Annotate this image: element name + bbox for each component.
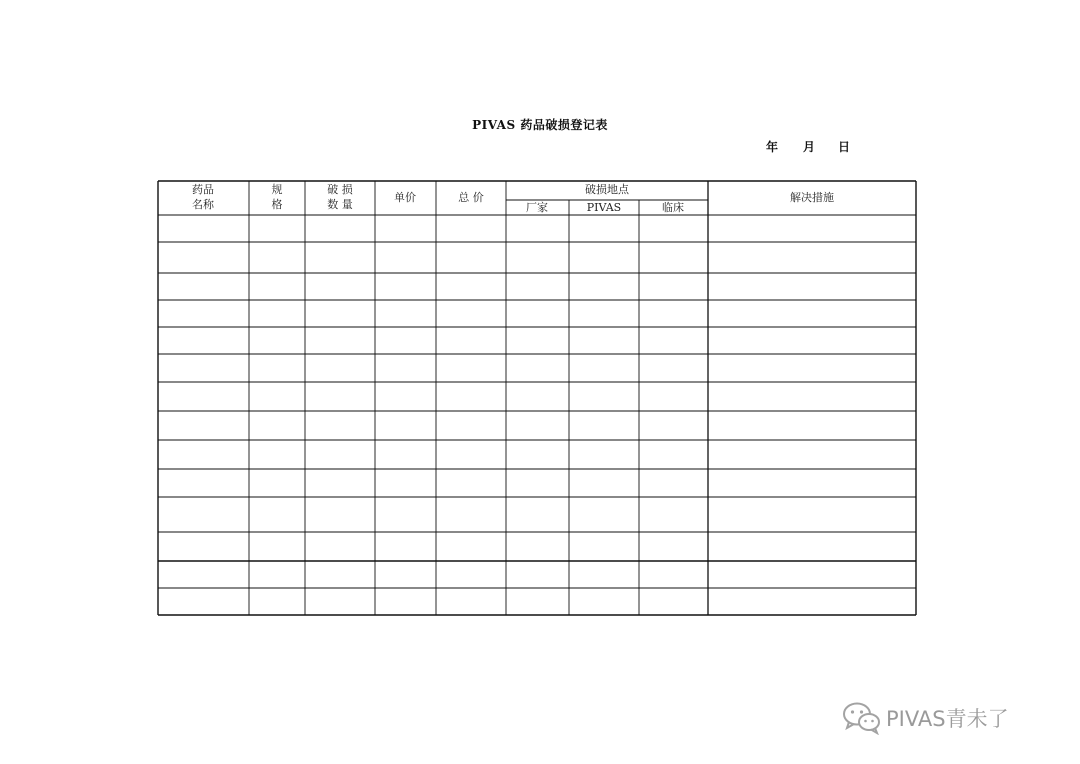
header-total-price: 总 价 (458, 191, 484, 204)
table-row (159, 301, 915, 326)
header-location: 破损地点 (585, 183, 629, 196)
table-cell[interactable] (159, 498, 248, 531)
table-cell[interactable] (437, 589, 505, 614)
table-row (159, 383, 915, 410)
table-cell[interactable] (306, 355, 374, 381)
table-cell[interactable] (437, 355, 505, 381)
table-row (159, 441, 915, 468)
table-cell[interactable] (376, 441, 435, 468)
table-cell[interactable] (250, 498, 304, 531)
table-row (159, 328, 915, 353)
table-row (159, 274, 915, 299)
table-cell[interactable] (709, 383, 915, 410)
table-cell[interactable] (507, 274, 568, 299)
table-cell[interactable] (159, 533, 248, 560)
table-cell[interactable] (306, 533, 374, 560)
table-cell[interactable] (250, 441, 304, 468)
table-cell[interactable] (507, 470, 568, 496)
table-cell[interactable] (376, 533, 435, 560)
header-location-manufacturer: 厂家 (526, 201, 548, 214)
table-cell[interactable] (640, 498, 707, 531)
table-cell[interactable] (507, 355, 568, 381)
table-cell[interactable] (437, 412, 505, 439)
table-cell[interactable] (640, 243, 707, 272)
table-cell[interactable] (306, 441, 374, 468)
table-cell[interactable] (709, 470, 915, 496)
table-cell[interactable] (709, 216, 915, 241)
table-cell[interactable] (306, 470, 374, 496)
table-cell[interactable] (306, 328, 374, 353)
table-row (159, 216, 915, 241)
table-cell[interactable] (159, 301, 248, 326)
table-cell[interactable] (709, 243, 915, 272)
table-cell[interactable] (507, 383, 568, 410)
table-row (159, 498, 915, 531)
table-cell[interactable] (640, 216, 707, 241)
table-cell[interactable] (376, 498, 435, 531)
wechat-icon (842, 701, 882, 735)
table-row (159, 562, 915, 587)
table-cell[interactable] (507, 412, 568, 439)
table-cell[interactable] (709, 498, 915, 531)
table-cell[interactable] (507, 243, 568, 272)
table-cell[interactable] (159, 216, 248, 241)
table-cell[interactable] (437, 243, 505, 272)
table-cell[interactable] (507, 328, 568, 353)
table-cell[interactable] (437, 274, 505, 299)
form-title: PIVAS 药品破损登记表 (472, 118, 608, 132)
table-cell[interactable] (250, 328, 304, 353)
table-cell[interactable] (640, 412, 707, 439)
table-cell[interactable] (159, 470, 248, 496)
table-cell[interactable] (437, 562, 505, 587)
table-cell[interactable] (437, 498, 505, 531)
header-solution: 解决措施 (790, 191, 834, 204)
table-cell[interactable] (376, 562, 435, 587)
table-cell[interactable] (306, 412, 374, 439)
header-location-pivas: PIVAS (586, 201, 622, 214)
table-cell[interactable] (376, 412, 435, 439)
table-cell[interactable] (159, 328, 248, 353)
table-cell[interactable] (709, 301, 915, 326)
table-cell[interactable] (376, 216, 435, 241)
header-quantity-2: 数 量 (327, 198, 353, 211)
table-cell[interactable] (640, 470, 707, 496)
table-cell[interactable] (437, 533, 505, 560)
table-cell[interactable] (306, 383, 374, 410)
header-spec-2: 格 (271, 198, 283, 211)
table-cell[interactable] (570, 441, 638, 468)
table-cell[interactable] (250, 589, 304, 614)
table-cell[interactable] (640, 355, 707, 381)
table-cell[interactable] (306, 274, 374, 299)
table-cell[interactable] (306, 243, 374, 272)
table-cell[interactable] (437, 301, 505, 326)
table-cell[interactable] (709, 589, 915, 614)
table-cell[interactable] (159, 274, 248, 299)
header-drug-name-2: 名称 (192, 198, 214, 211)
header-spec-1: 规 (271, 183, 283, 196)
table-cell[interactable] (640, 328, 707, 353)
table-cell[interactable] (306, 301, 374, 326)
table-row (159, 412, 915, 439)
table-cell[interactable] (709, 562, 915, 587)
table-cell[interactable] (570, 562, 638, 587)
table-cell[interactable] (570, 470, 638, 496)
table-cell[interactable] (250, 274, 304, 299)
table-cell[interactable] (250, 216, 304, 241)
header-drug-name-1: 药品 (192, 183, 214, 196)
table-cell[interactable] (709, 274, 915, 299)
table-cell[interactable] (376, 355, 435, 381)
table-cell[interactable] (640, 562, 707, 587)
table-cell[interactable] (507, 441, 568, 468)
table-cell[interactable] (640, 589, 707, 614)
table-cell[interactable] (570, 274, 638, 299)
table-cell[interactable] (640, 301, 707, 326)
table-row (159, 589, 915, 614)
table-cell[interactable] (159, 243, 248, 272)
table-cell[interactable] (437, 328, 505, 353)
table-cell[interactable] (250, 533, 304, 560)
table-cell[interactable] (570, 533, 638, 560)
table-cell[interactable] (376, 274, 435, 299)
table-row (159, 470, 915, 496)
table-cell[interactable] (250, 470, 304, 496)
table-row (159, 355, 915, 381)
table-cell[interactable] (507, 216, 568, 241)
table-cell[interactable] (709, 355, 915, 381)
table-cell[interactable] (159, 383, 248, 410)
date-month-label: 月 (803, 140, 816, 154)
table-cell[interactable] (570, 589, 638, 614)
table-cell[interactable] (640, 274, 707, 299)
table-cell[interactable] (376, 301, 435, 326)
table-cell[interactable] (507, 533, 568, 560)
table-cell[interactable] (250, 301, 304, 326)
table-cell[interactable] (159, 589, 248, 614)
table-cell[interactable] (570, 216, 638, 241)
table-body (159, 216, 915, 614)
table-cell[interactable] (507, 301, 568, 326)
table-cell[interactable] (570, 412, 638, 439)
table-cell[interactable] (250, 412, 304, 439)
header-quantity-1: 破 损 (327, 183, 353, 196)
table-cell[interactable] (159, 355, 248, 381)
table-cell[interactable] (640, 533, 707, 560)
table-cell[interactable] (437, 470, 505, 496)
date-day-label: 日 (838, 140, 851, 154)
table-cell[interactable] (159, 441, 248, 468)
table-cell[interactable] (250, 243, 304, 272)
table-cell[interactable] (709, 328, 915, 353)
table-cell[interactable] (570, 355, 638, 381)
watermark-text: PIVAS青未了 (886, 707, 1009, 731)
table-cell[interactable] (570, 498, 638, 531)
header-unit-price: 单价 (394, 191, 416, 204)
table-cell[interactable] (640, 383, 707, 410)
table-cell[interactable] (570, 383, 638, 410)
table-row (159, 243, 915, 272)
table-cell[interactable] (250, 562, 304, 587)
table-cell[interactable] (709, 441, 915, 468)
table-cell[interactable] (437, 441, 505, 468)
table-cell[interactable] (507, 498, 568, 531)
table-cell[interactable] (507, 589, 568, 614)
table-cell[interactable] (437, 216, 505, 241)
table-cell[interactable] (376, 470, 435, 496)
table-cell[interactable] (376, 328, 435, 353)
table-header (192, 182, 834, 214)
table-cell[interactable] (250, 383, 304, 410)
table-cell[interactable] (437, 383, 505, 410)
table-cell[interactable] (709, 533, 915, 560)
date-year-label: 年 (766, 140, 779, 154)
table-cell[interactable] (306, 498, 374, 531)
table-cell[interactable] (507, 562, 568, 587)
table-cell[interactable] (570, 301, 638, 326)
table-cell[interactable] (159, 412, 248, 439)
table-cell[interactable] (709, 412, 915, 439)
table-row (159, 533, 915, 560)
table-cell[interactable] (376, 383, 435, 410)
table-cell[interactable] (376, 589, 435, 614)
table-cell[interactable] (570, 243, 638, 272)
watermark (842, 698, 1009, 738)
table-cell[interactable] (376, 243, 435, 272)
table-cell[interactable] (306, 589, 374, 614)
header-location-clinic: 临床 (662, 201, 684, 214)
table-cell[interactable] (159, 562, 248, 587)
table-cell[interactable] (570, 328, 638, 353)
table-cell[interactable] (306, 216, 374, 241)
table-cell[interactable] (306, 562, 374, 587)
table-cell[interactable] (250, 355, 304, 381)
table-cell[interactable] (640, 441, 707, 468)
